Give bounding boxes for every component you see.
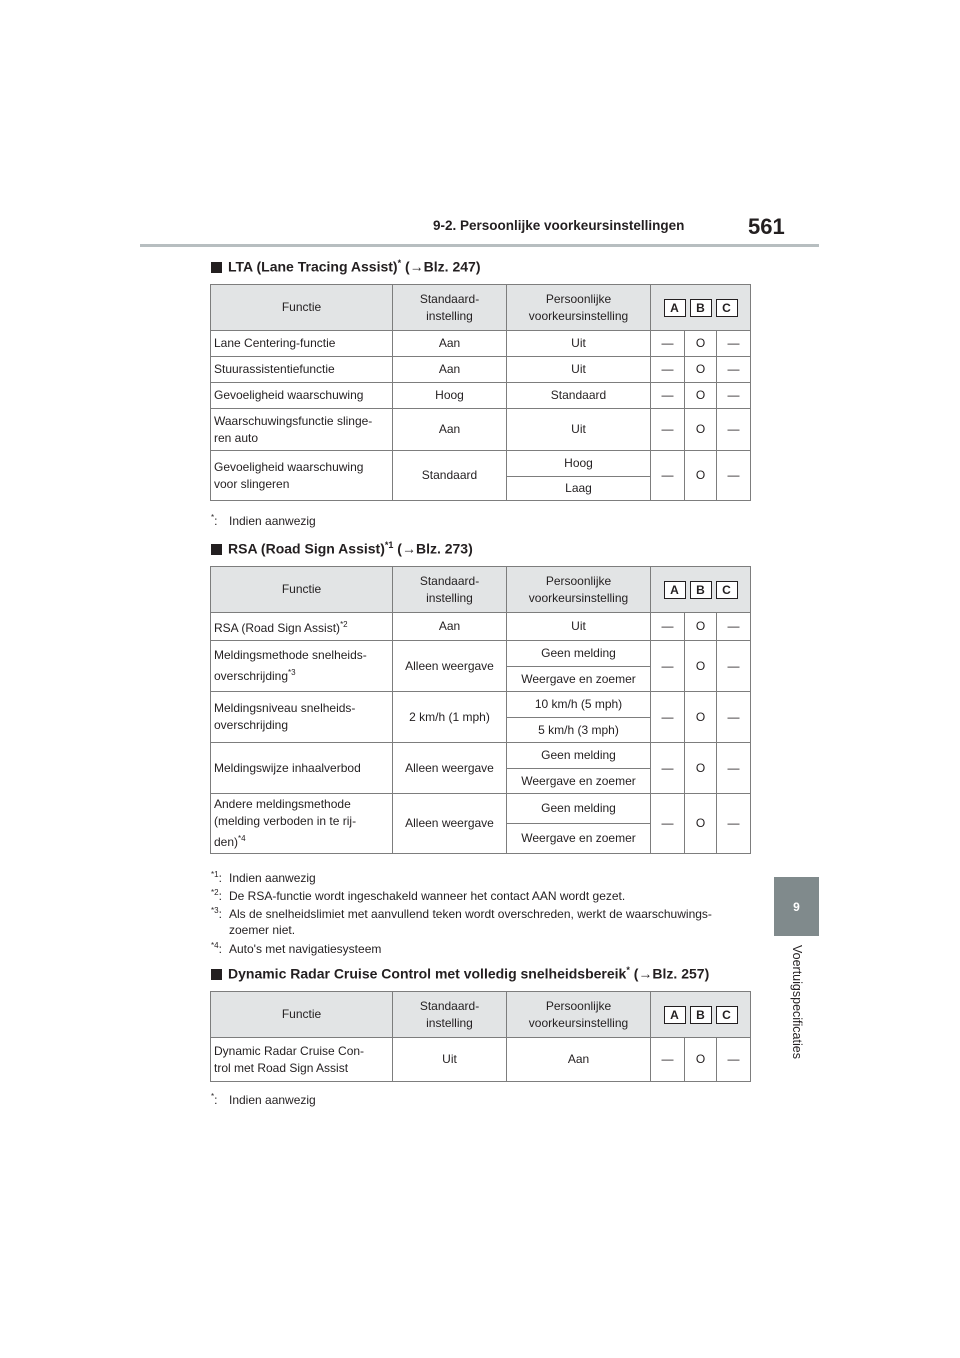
table-row: Meldingsniveau snelheids- overschrijding 2 km/h (1 mph) 10 km/h (5 mph) — O — <box>211 692 751 718</box>
square-bullet-icon <box>211 544 222 555</box>
footnote: $^{*2}$: De RSA-functie wordt ingeschakeld wanneer het contact AAN wordt gezet. <box>211 888 626 903</box>
table-row: Weergave en zoemer <box>211 667 751 692</box>
header-divider <box>140 244 819 247</box>
page-ref-link[interactable]: Blz. 257 <box>652 965 705 982</box>
table-header-row: Functie Standaard- instelling Persoonlijke voorkeursinstelling A B C <box>211 992 751 1038</box>
chapter-tab <box>774 877 819 936</box>
settings-table-rsa <box>210 566 751 854</box>
table-row: Laag <box>211 477 751 501</box>
mode-columns-abc: A B C <box>664 299 738 317</box>
footnote: $^{*4}$: Auto's met navigatiesysteem <box>211 941 382 956</box>
table-row: Waarschuwingsfunctie slinge- ren auto Aan Uit — O — <box>211 409 751 451</box>
chapter-label <box>788 945 806 1075</box>
table-row: Stuurassistentiefunctie Aan Uit — O — <box>211 357 751 383</box>
chapter-number: 9 <box>793 899 800 914</box>
section-title: 9-2. Persoonlijke voorkeursinstellingen <box>433 218 685 233</box>
settings-table-lta <box>210 284 751 501</box>
table-row: Andere meldingsmethode (melding verboden in te rij- den)$^{*4}$ Alleen weergave Geen melding — O — <box>211 794 751 824</box>
page-ref-link[interactable]: Blz. 247 <box>423 258 476 275</box>
table-row: Weergave en zoemer <box>211 769 751 794</box>
table-row: Lane Centering-functie Aan Uit — O — <box>211 331 751 357</box>
table-row: RSA (Road Sign Assist)$^{*2}$ Aan Uit — O — <box>211 613 751 641</box>
table-row: Gevoeligheid waarschuwing Hoog Standaard — O — <box>211 383 751 409</box>
mode-columns-abc: A B C <box>664 1006 738 1024</box>
table-header-row: Functie Standaard- instelling Persoonlijke voorkeursinstelling A B C <box>211 567 751 613</box>
table-row: Meldingswijze inhaalverbod Alleen weergave Geen melding — O — <box>211 743 751 769</box>
footnote: $^{*1}$: Indien aanwezig <box>211 870 316 885</box>
footnote: *: Indien aanwezig <box>211 1092 316 1107</box>
mode-columns-abc: A B C <box>664 581 738 599</box>
footnote: *: Indien aanwezig <box>211 513 316 528</box>
table-header-row: Functie Standaard- instelling Persoonlijke voorkeursinstelling A B C <box>211 285 751 331</box>
chapter-title: Voertuigspecificaties <box>790 945 804 1059</box>
table-row: 5 km/h (3 mph) <box>211 718 751 743</box>
table-row: Meldingsmethode snelheids- overschrijding$^{*3}$ Alleen weergave Geen melding — O — <box>211 641 751 667</box>
section-heading-rsa: RSA (Road Sign Assist)$^{*1}$ (→Blz. 273) <box>211 540 473 557</box>
page-number: 561 <box>748 214 785 239</box>
table-row: Gevoeligheid waarschuwing voor slingeren Standaard Hoog — O — <box>211 451 751 477</box>
table-row: Dynamic Radar Cruise Con- trol met Road Sign Assist Uit Aan — O — <box>211 1038 751 1082</box>
settings-table-drcc <box>210 991 751 1082</box>
footnote: $^{*3}$: Als de snelheidslimiet met aanvullend teken wordt overschreden, werkt de waarschuwings- zoemer niet. <box>211 906 712 937</box>
section-heading-drcc: Dynamic Radar Cruise Control met volledig snelheidsbereik* (→Blz. 257) <box>211 965 709 982</box>
page-ref-link[interactable]: Blz. 273 <box>415 540 469 557</box>
section-heading-lta: LTA (Lane Tracing Assist)* (→Blz. 247) <box>211 258 480 275</box>
square-bullet-icon <box>211 969 222 980</box>
square-bullet-icon <box>211 262 222 273</box>
table-row: Weergave en zoemer <box>211 824 751 854</box>
